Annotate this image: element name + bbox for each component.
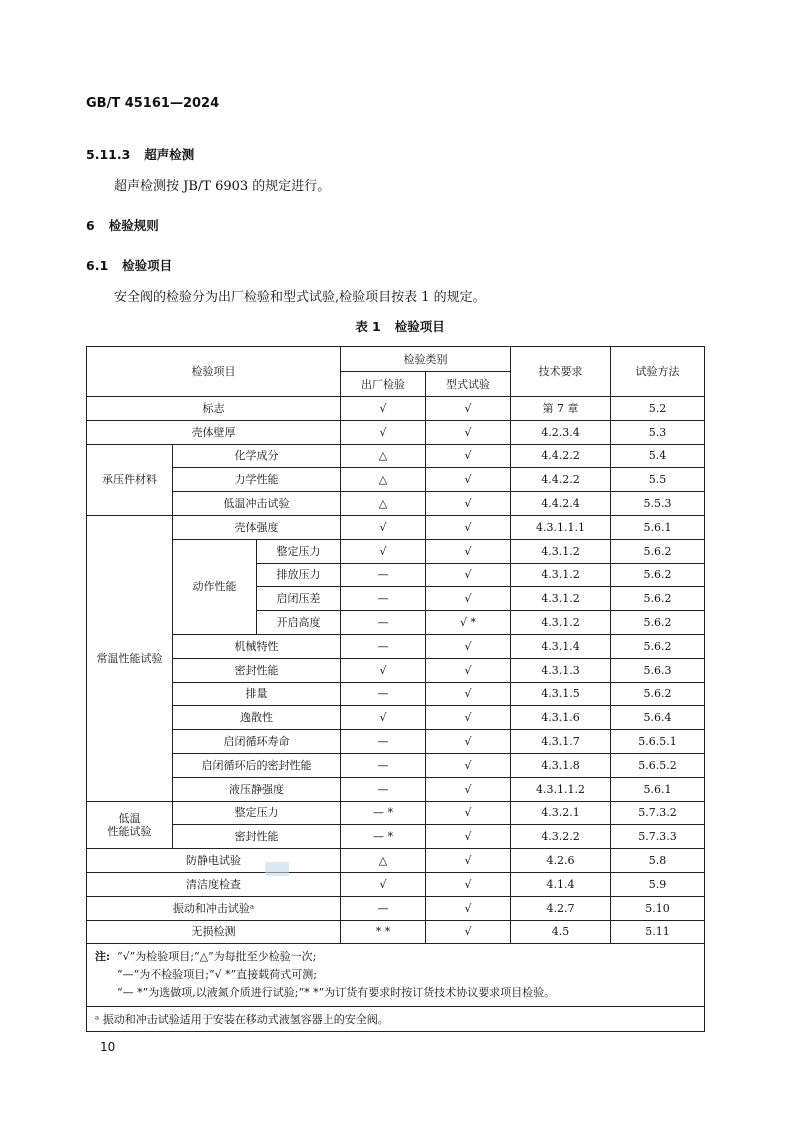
- row-factory: √: [341, 420, 426, 444]
- row-factory: — *: [341, 801, 426, 825]
- row-type: √: [426, 634, 511, 658]
- row-requirement: 4.3.1.4: [511, 634, 611, 658]
- table-notes-row: [87, 944, 705, 1007]
- group-low-temp-line2: 性能试验: [107, 824, 152, 838]
- row-method: 5.6.3: [611, 658, 705, 682]
- row-method: 5.6.2: [611, 634, 705, 658]
- row-method: 5.3: [611, 420, 705, 444]
- header-factory: 出厂检验: [341, 372, 426, 397]
- table-footnote-row: [87, 1007, 705, 1032]
- table-row: [87, 658, 705, 682]
- row-requirement: 4.3.1.2: [511, 563, 611, 587]
- row-type: √: [426, 801, 511, 825]
- row-item: 整定压力: [173, 801, 341, 825]
- row-factory: * *: [341, 920, 426, 944]
- row-requirement: 4.3.2.1: [511, 801, 611, 825]
- row-method: 5.2: [611, 397, 705, 421]
- row-requirement: 4.4.2.2: [511, 444, 611, 468]
- row-factory: —: [341, 611, 426, 635]
- row-factory: √: [341, 872, 426, 896]
- row-factory: △: [341, 849, 426, 873]
- row-factory: —: [341, 753, 426, 777]
- row-type: √ *: [426, 611, 511, 635]
- inspection-table: [86, 346, 705, 1032]
- row-requirement: 4.4.2.4: [511, 492, 611, 516]
- row-requirement: 4.2.6: [511, 849, 611, 873]
- row-item: 低温冲击试验: [173, 492, 341, 516]
- table-row: [87, 753, 705, 777]
- group-normal-temp: 常温性能试验: [87, 515, 173, 801]
- row-requirement: 4.2.7: [511, 896, 611, 920]
- table-row: [87, 849, 705, 873]
- row-method: 5.6.1: [611, 515, 705, 539]
- table-caption-title: 检验项目: [394, 319, 445, 334]
- table-row: [87, 468, 705, 492]
- row-item: 壳体壁厚: [87, 420, 341, 444]
- row-method: 5.6.2: [611, 611, 705, 635]
- table-row: [87, 420, 705, 444]
- row-type: √: [426, 397, 511, 421]
- row-item: 密封性能: [173, 658, 341, 682]
- group-low-temp-line1: 低温: [118, 811, 141, 825]
- row-requirement: 4.2.3.4: [511, 420, 611, 444]
- row-factory: √: [341, 515, 426, 539]
- row-item: 启闭循环后的密封性能: [173, 753, 341, 777]
- row-factory: —: [341, 730, 426, 754]
- row-item: 机械特性: [173, 634, 341, 658]
- row-method: 5.9: [611, 872, 705, 896]
- table-row: [87, 825, 705, 849]
- table-row: [87, 730, 705, 754]
- section-heading-6-1: [86, 256, 172, 274]
- page-number: 10: [100, 1040, 116, 1054]
- row-item: 开启高度: [257, 611, 341, 635]
- row-item: 整定压力: [257, 539, 341, 563]
- row-factory: √: [341, 397, 426, 421]
- row-method: 5.8: [611, 849, 705, 873]
- row-method: 5.5.3: [611, 492, 705, 516]
- row-requirement: 4.3.1.6: [511, 706, 611, 730]
- table-row: [87, 634, 705, 658]
- row-factory: △: [341, 468, 426, 492]
- row-requirement: 4.1.4: [511, 872, 611, 896]
- row-type: √: [426, 872, 511, 896]
- row-method: 5.7.3.3: [611, 825, 705, 849]
- row-item: 液压静强度: [173, 777, 341, 801]
- table-row: [87, 492, 705, 516]
- row-requirement: 4.3.1.2: [511, 539, 611, 563]
- row-requirement: 4.5: [511, 920, 611, 944]
- row-type: √: [426, 468, 511, 492]
- row-factory: √: [341, 706, 426, 730]
- row-method: 5.6.1: [611, 777, 705, 801]
- watermark: [265, 862, 289, 876]
- table-row: [87, 444, 705, 468]
- row-requirement: 4.3.1.5: [511, 682, 611, 706]
- row-type: √: [426, 825, 511, 849]
- table-caption: [0, 317, 800, 335]
- note-line: “— *”为选做项,以液氮介质进行试验;“* *”为订货有要求时按订货技术协议要求项目检验。: [117, 986, 556, 1000]
- table-footnote: ᵃ 振动和冲击试验适用于安装在移动式液氢容器上的安全阀。: [87, 1007, 705, 1032]
- group-low-temp: [87, 801, 173, 849]
- row-factory: √: [341, 658, 426, 682]
- row-type: √: [426, 920, 511, 944]
- table-row: [87, 539, 705, 563]
- row-method: 5.5: [611, 468, 705, 492]
- row-factory: —: [341, 563, 426, 587]
- row-method: 5.7.3.2: [611, 801, 705, 825]
- row-factory: —: [341, 587, 426, 611]
- row-type: √: [426, 706, 511, 730]
- row-item: 排量: [173, 682, 341, 706]
- row-type: √: [426, 563, 511, 587]
- row-type: √: [426, 515, 511, 539]
- row-item: 密封性能: [173, 825, 341, 849]
- row-type: √: [426, 658, 511, 682]
- row-item: 启闭压差: [257, 587, 341, 611]
- row-factory: — *: [341, 825, 426, 849]
- note-line: “√”为检验项目;“△”为每批至少检验一次;: [117, 950, 317, 964]
- row-item: 清洁度检查: [87, 872, 341, 896]
- table-row: [87, 682, 705, 706]
- row-requirement: 4.3.1.7: [511, 730, 611, 754]
- group-action: 动作性能: [173, 539, 257, 634]
- row-factory: —: [341, 777, 426, 801]
- section-number: 6.1: [86, 258, 109, 273]
- row-requirement: 4.4.2.2: [511, 468, 611, 492]
- row-method: 5.6.2: [611, 563, 705, 587]
- row-item: 标志: [87, 397, 341, 421]
- row-method: 5.6.5.1: [611, 730, 705, 754]
- row-factory: △: [341, 492, 426, 516]
- row-item: 壳体强度: [173, 515, 341, 539]
- table-row: [87, 397, 705, 421]
- header-requirement: 技术要求: [511, 347, 611, 397]
- table-row: [87, 872, 705, 896]
- row-factory: —: [341, 896, 426, 920]
- row-requirement: 4.3.1.1.2: [511, 777, 611, 801]
- header-category: 检验类别: [341, 347, 511, 372]
- row-method: 5.10: [611, 896, 705, 920]
- section-paragraph: 安全阀的检验分为出厂检验和型式试验,检验项目按表 1 的规定。: [114, 290, 486, 305]
- row-type: √: [426, 849, 511, 873]
- row-requirement: 4.3.1.2: [511, 587, 611, 611]
- row-requirement: 4.3.2.2: [511, 825, 611, 849]
- section-title: 检验规则: [108, 218, 159, 233]
- row-type: √: [426, 682, 511, 706]
- row-requirement: 4.3.1.1.1: [511, 515, 611, 539]
- row-type: √: [426, 444, 511, 468]
- row-method: 5.4: [611, 444, 705, 468]
- header-type-test: 型式试验: [426, 372, 511, 397]
- header-method: 试验方法: [611, 347, 705, 397]
- row-method: 5.6.4: [611, 706, 705, 730]
- table-row: [87, 706, 705, 730]
- row-type: √: [426, 539, 511, 563]
- section-paragraph: 超声检测按 JB/T 6903 的规定进行。: [114, 179, 331, 194]
- table-row: [87, 801, 705, 825]
- row-type: √: [426, 896, 511, 920]
- section-heading-5-11-3: [86, 145, 194, 163]
- row-method: 5.6.5.2: [611, 753, 705, 777]
- row-factory: —: [341, 682, 426, 706]
- row-method: 5.11: [611, 920, 705, 944]
- row-type: √: [426, 587, 511, 611]
- row-item: 防静电试验: [87, 849, 341, 873]
- table-caption-number: 表 1: [355, 319, 381, 334]
- note-label: 注:: [95, 950, 111, 964]
- row-factory: —: [341, 634, 426, 658]
- section-number: 5.11.3: [86, 147, 131, 162]
- section-number: 6: [86, 218, 95, 233]
- row-item: 启闭循环寿命: [173, 730, 341, 754]
- note-line: “—”为不检验项目;“√ *”直接载荷式可测;: [117, 968, 317, 982]
- section-title: 超声检测: [144, 147, 195, 162]
- row-method: 5.6.2: [611, 682, 705, 706]
- standard-code: GB/T 45161—2024: [86, 96, 220, 111]
- section-title: 检验项目: [122, 258, 173, 273]
- row-method: 5.6.2: [611, 539, 705, 563]
- row-requirement: 4.3.1.8: [511, 753, 611, 777]
- row-factory: √: [341, 539, 426, 563]
- table-row: [87, 896, 705, 920]
- section-heading-6: [86, 216, 159, 234]
- table-notes: [87, 944, 705, 1007]
- row-requirement: 第 7 章: [511, 397, 611, 421]
- row-type: √: [426, 777, 511, 801]
- table-row: [87, 777, 705, 801]
- row-factory: △: [341, 444, 426, 468]
- row-item: 力学性能: [173, 468, 341, 492]
- row-requirement: 4.3.1.3: [511, 658, 611, 682]
- row-requirement: 4.3.1.2: [511, 611, 611, 635]
- row-item: 振动和冲击试验ᵃ: [87, 896, 341, 920]
- table-header-row: [87, 347, 705, 372]
- row-item: 化学成分: [173, 444, 341, 468]
- table-row: [87, 515, 705, 539]
- row-item: 逸散性: [173, 706, 341, 730]
- row-item: 无损检测: [87, 920, 341, 944]
- row-type: √: [426, 492, 511, 516]
- row-type: √: [426, 730, 511, 754]
- table-row: [87, 920, 705, 944]
- row-type: √: [426, 753, 511, 777]
- row-method: 5.6.2: [611, 587, 705, 611]
- header-item: 检验项目: [87, 347, 341, 397]
- row-item: 排放压力: [257, 563, 341, 587]
- group-pressure-material: 承压件材料: [87, 444, 173, 515]
- row-type: √: [426, 420, 511, 444]
